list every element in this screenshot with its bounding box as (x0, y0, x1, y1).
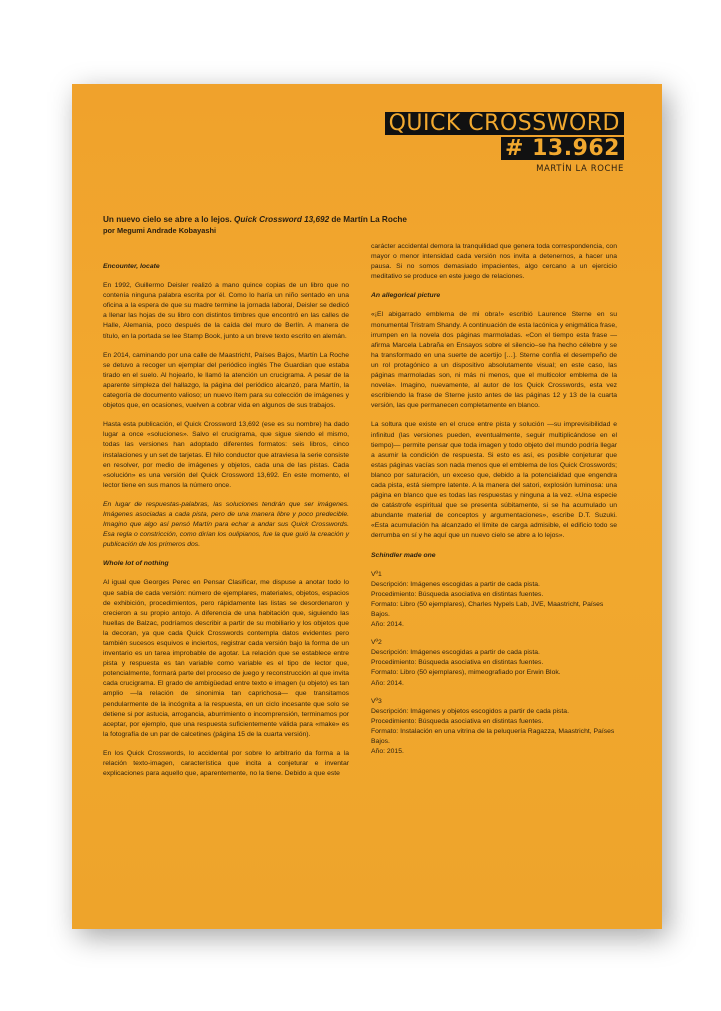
title-line-2: # 13.962 (501, 137, 624, 160)
version-line: Año: 2014. (371, 621, 404, 629)
version-line: Formato: Instalación en una vitrina de la peluquería Ragazza, Maastricht, Países Bajos. (371, 727, 615, 746)
section-heading: Encounter, locate (103, 263, 160, 270)
paragraph: En 2014, caminando por una calle de Maastricht, Países Bajos, Martín La Roche se detuvo a recoger un ejemplar del periódico inglés The Guardian que estaba tirado en el suelo. Al hojearlo, le llamó la atención un crucigrama. A pesar de la aparente simpleza del hallazgo, la página del periódico alcanzó, para Martín, la categoría de documento valioso; un nuevo ítem para su colección de imágenes y objetos que, en ocasiones, vuelven a cobrar vida en algunos de sus trabajos. (103, 351, 349, 410)
version-line: Año: 2014. (371, 679, 404, 687)
version-label: Vº1 (371, 570, 382, 578)
paragraph: Al igual que Georges Perec en Pensar Clasificar, me dispuse a anotar todo lo que sabía de cada versión: número de ejemplares, materiales, objetos, espacios de exhibición, procedimientos, pero rápidamente las listas se desordenaron y crecieron a su propio antojo. A diferencia de una habitación que, siguiendo las huellas de Balzac, podríamos describir a partir de su mobiliario y los objetos que la decoran, ya que cada Quick Crosswords contempla datos evidentes pero también sucesos esquivos e inciertos, registrar cada versión bajo la forma de un inventario es un tarea improbable de agotar. La relación que se establece entre pista y respuesta es tan variable como variable es el tipo de lector que, potencialmente, formará parte del proceso de juego y reconstrucción al que invita cada crucigrama. El grado de ambigüedad entre texto e imagen (u objeto) es tan amplio —la relación de sinonimia tan caprichosa— que transitamos pendularmente de la incógnita a la respuesta, en un ciclo incesante que solo se detiene si por astucia, arrogancia, aburrimiento o incomprensión, terminamos por aceptar, por ejemplo, que una respuesta suficientemente válida para «make» es la fotografía de un par de calcetines (página 15 de la cuarta versión). (103, 579, 349, 738)
paragraph: «¡El abigarrado emblema de mi obra!» escribió Laurence Sterne en su monumental Tristram Shandy. A continuación de esta lacónica y enigmática frase, irrumpen en la novela dos páginas marmoladas. «Con el tiempo esta frase —afirma Marcela Labraña en Ensayos sobre el silencio–se ha hecho célebre y se ha transformado en una suerte de acertijo […]. Sterne confía el desempeño de un rol protagónico a un dispositivo absolutamente visual; en este caso, las páginas marmoladas son, ni más ni menos, que el multicolor emblema de la novela». Imagino, nuevamente, al autor de los Quick Crosswords, esta vez escribiendo la frase de Sterne justo antes de las páginas 12 y 13 de la cuarta versión, las que permanecen completamente en blanco. (371, 311, 617, 410)
version-entry (371, 570, 617, 631)
version-entry (371, 638, 617, 688)
version-line: Procedimiento: Búsqueda asociativa en distintas fuentes. (371, 590, 544, 598)
paragraph: carácter accidental demora la tranquilidad que genera toda correspondencia, con mayor o menor intensidad cada versión nos invita a detenernos, a hacer una pausa. Si no somos demasiado impacientes, algo cercano a un ejercicio meditativo se produce en este juego de relaciones. (371, 243, 617, 281)
right-column (371, 242, 617, 765)
version-label: Vº2 (371, 639, 382, 647)
section-heading: Schindler made one (371, 551, 436, 559)
headline-suffix: de Martín La Roche (329, 215, 407, 224)
paragraph-italic: En lugar de respuestas-palabras, las soluciones tendrán que ser imágenes. Imágenes asociadas a cada pista, pero de una manera libre y poco predecible. Imagino que algo así pensó Martín para echar a andar sus Quick Crosswords. Esa regla o constricción, como dirían los oulipianos, fue la que guió la creación y publicación de los primeros dos. (103, 500, 349, 549)
article-headline (103, 214, 433, 236)
author-name: MARTÍN LA ROCHE (536, 164, 624, 174)
title-line-1: QUICK CROSSWORD (385, 112, 624, 135)
version-line: Año: 2015. (371, 748, 404, 756)
version-line: Descripción: Imágenes escogidas a partir de cada pista. (371, 580, 540, 588)
title-block (385, 112, 624, 174)
left-column (103, 262, 349, 788)
version-line: Procedimiento: Búsqueda asociativa en distintas fuentes. (371, 659, 544, 667)
section-heading: An allegorical picture (371, 292, 441, 300)
version-entry (371, 697, 617, 758)
version-line: Descripción: Imágenes escogidas a partir de cada pista. (371, 649, 540, 657)
byline: por Megumi Andrade Kobayashi (103, 226, 217, 235)
headline-italic: Quick Crossword 13,692 (234, 215, 330, 224)
version-line: Descripción: Imágenes y objetos escogidos a partir de cada pista. (371, 707, 569, 715)
version-line: Procedimiento: Búsqueda asociativa en distintas fuentes. (371, 717, 544, 725)
paragraph: En los Quick Crosswords, lo accidental por sobre lo arbitrario da forma a la relación texto-imagen, característica que incita a conjeturar e inventar explicaciones para aquello que, aparentemente, no la tiene. Debido a que este (103, 749, 349, 778)
orange-sheet (72, 84, 662, 929)
paragraph: La soltura que existe en el cruce entre pista y solución —su imprevisibilidad e infinitud (las versiones pueden, eventualmente, seguir multiplicándose en el tiempo)— permite pensar que toda imagen y todo objeto del mundo podría llegar a asumir la condición de respuesta. Si esto es así, es posible conjeturar que estas páginas vacías son nada menos que el emblema de los Quick Crosswords; blanco por saturación, un exceso que, debido a la potencialidad que engendra cada pista, está siempre latente. A la manera del satori, explosión luminosa: una página en blanco que es todas las respuestas y ninguna a la vez. «Una especie de catástrofe espiritual que se presenta súbitamente, si se ha acumulado un abundante material de conceptos y argumentaciones», escribe D.T. Suzuki. «Esta acumulación ha alcanzado el límite de carga admisible, el edificio todo se derrumba en sí y he aquí que un nuevo cielo se abre a lo lejos». (371, 421, 617, 540)
headline-prefix: Un nuevo cielo se abre a lo lejos. (103, 215, 235, 224)
version-line: Formato: Libro (50 ejemplares), Charles Nypels Lab, JVE, Maastricht, Países Bajos. (371, 600, 604, 618)
paragraph: Hasta esta publicación, el Quick Crossword 13,692 (ese es su nombre) ha dado lugar a once «soluciones». Salvo el crucigrama, que sigue siendo el mismo, todas las versiones han adoptado diferentes formatos: seis libros, cinco instalaciones y un set de tarjetas. El hilo conductor que atraviesa la serie consiste en resolver, por medio de imágenes y objetos, cada una de las pistas. Cada «solución» es una versión del Quick Crossword 13,692. En este momento, el lector tiene en sus manos la número once. (103, 421, 349, 489)
section-heading: Whole lot of nothing (103, 560, 169, 568)
paragraph: En 1992, Guillermo Deisler realizó a mano quince copias de un libro que no contenía ninguna palabra escrita por él. Como lo haría un niño sentado en una oficina a la espera de que su madre termine la jornada laboral, Deisler se dedicó a llenar las hojas de su libro con distintos timbres que encontró en las calles de Halle, Alemania, poco después de la caída del muro de Berlín. A manera de título, en la portada se lee Stamp Book, junto a un breve texto escrito en alemán. (103, 282, 349, 340)
version-line: Formato: Libro (50 ejemplares), mimeografiado por Erwin Blok. (371, 669, 561, 677)
version-label: Vº3 (371, 697, 382, 705)
